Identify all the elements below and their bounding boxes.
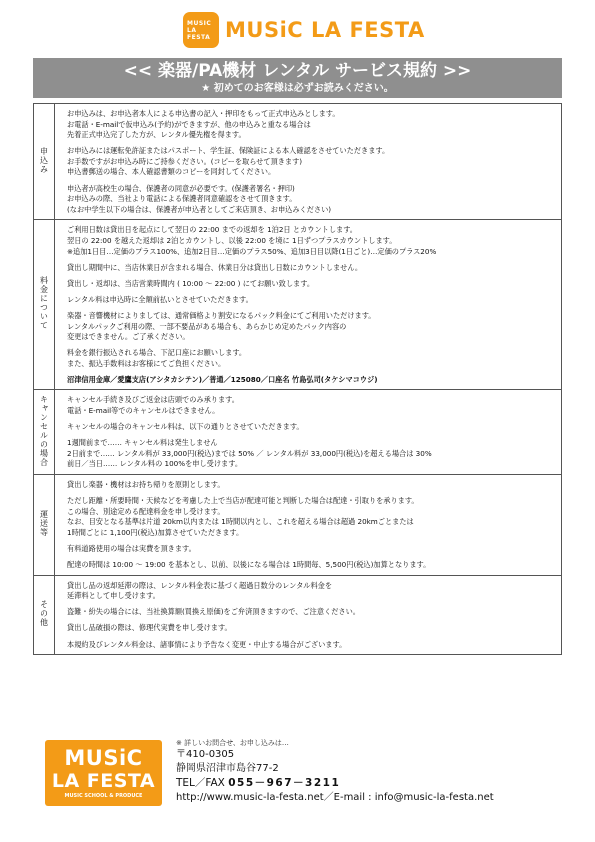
text-line: ご利用日数は貸出日を起点にして翌日の 22:00 までの返却を 1泊2日 とカウントします。 bbox=[67, 225, 357, 235]
paragraph bbox=[67, 480, 551, 491]
section-heading-cell bbox=[34, 475, 55, 576]
paragraph bbox=[67, 184, 551, 216]
text-line: お申込みは、お申込者本人による申込書の記入・押印をもって正式申込みとします。 bbox=[67, 109, 340, 118]
text-line: 沼津信用金庫／愛鷹支店(アシタカシテン)／普通／125080／口座名 竹島弘司(タケシマコウジ) bbox=[67, 374, 378, 384]
section-body bbox=[55, 575, 562, 654]
text-line: 延滞料として申し受けます。 bbox=[67, 591, 160, 601]
paragraph bbox=[67, 109, 551, 141]
text-line: お申込みの際、当社より電話による保護者同意確認をさせて頂きます。 bbox=[67, 194, 297, 204]
terms-section bbox=[34, 220, 562, 390]
paragraph bbox=[67, 560, 551, 571]
terms-section bbox=[34, 104, 562, 220]
text-line: 翌日の 22:00 を越えた返却は 2泊とカウントし、以後 22:00 を境に 1日ずつプラスカウントします。 bbox=[67, 235, 397, 245]
text-line: 貸出し期間中に、当店休業日が含まれる場合、休業日分は貸出し日数にカウントしません。 bbox=[67, 262, 363, 272]
text-line: キャンセル手続き及びご返金は店頭でのみ承ります。 bbox=[67, 395, 239, 405]
section-heading: 申込み bbox=[39, 146, 49, 174]
address: 静岡県沼津市島谷77-2 bbox=[176, 763, 279, 774]
postal-code: 〒410-0305 bbox=[176, 749, 235, 760]
section-heading-cell bbox=[34, 220, 55, 390]
paragraph bbox=[67, 348, 551, 369]
section-heading-cell bbox=[34, 390, 55, 475]
text-line: 盗難・紛失の場合には、当社換算額(買換え原価)をご弁済頂きますので、ご注意ください。 bbox=[67, 607, 360, 617]
text-line: キャンセルの場合のキャンセル料は、以下の通りとさせていただきます。 bbox=[67, 422, 304, 432]
text-line: (なお中学生以下の場合は、保護者が申込者としてご来店頂き、お申込みください) bbox=[67, 204, 332, 214]
paragraph bbox=[67, 375, 551, 386]
terms-table bbox=[33, 103, 562, 655]
section-heading-cell bbox=[34, 575, 55, 654]
text-line: なお、目安となる基準は片道 20km以内または 1時間以内とし、これを超える場合は超過 20kmごとまたは bbox=[67, 517, 414, 527]
contact-note: ※ 詳しいお問合せ、お申し込みは… bbox=[176, 739, 289, 747]
section-heading: 運送等 bbox=[39, 509, 49, 537]
text-line: 配達の時間は 10:00 ～ 19:00 を基本とし、以前、以後になる場合は 1時間毎、5,500円(税込)加算となります。 bbox=[67, 560, 431, 570]
section-body bbox=[55, 104, 562, 220]
section-heading-cell bbox=[34, 104, 55, 220]
paragraph bbox=[67, 279, 551, 290]
page-subtitle: ★ 初めてのお客様は必ずお読みください。 bbox=[201, 83, 394, 94]
text-line: 申込者が高校生の場合、保護者の同意が必要です。(保護者署名・押印) bbox=[67, 183, 295, 193]
terms-section bbox=[34, 475, 562, 576]
page-title: << 楽器/PA機材 レンタル サービス規約 >> bbox=[123, 61, 472, 81]
paragraph bbox=[67, 496, 551, 538]
phone-fax: TEL／FAX 055－967－3211 bbox=[176, 777, 341, 789]
text-line: 楽器・音響機材によりましては、通常価格より割安になるパック料金にてご利用いただけます。 bbox=[67, 310, 376, 320]
text-line: 電話・E-mail等でのキャンセルはできません。 bbox=[67, 406, 220, 416]
paragraph bbox=[67, 263, 551, 274]
text-line: 貸出し楽器・機材はお持ち帰りを原則とします。 bbox=[67, 480, 225, 490]
section-body bbox=[55, 475, 562, 576]
section-body bbox=[55, 220, 562, 390]
text-line: 2日前まで…… レンタル料が 33,000円(税込)までは 50% ／ レンタル料が 33,000円(税込)を超える場合は 30% bbox=[67, 448, 432, 458]
section-heading: 料金について bbox=[39, 276, 49, 331]
section-heading: キャンセルの場合 bbox=[39, 394, 49, 467]
text-line: この場合、別途定める配達料金を申し受けます。 bbox=[67, 506, 225, 516]
logo-mark: MUSIC LA FESTA bbox=[183, 12, 219, 48]
text-line: お申込みには運転免許証またはパスポート、学生証、保険証による本人確認をさせていただきます。 bbox=[67, 146, 390, 156]
text-line: 料金を銀行振込される場合、下記口座にお願いします。 bbox=[67, 348, 247, 358]
paragraph bbox=[67, 544, 551, 555]
text-line: レンタルパックご利用の際、一部不要品がある場合も、あらかじめ定めたパック内容の bbox=[67, 321, 347, 331]
terms-section bbox=[34, 575, 562, 654]
footer-logo: MUSiC LA FESTA MUSIC SCHOOL & PRODUCE bbox=[45, 740, 162, 806]
section-body bbox=[55, 390, 562, 475]
paragraph bbox=[67, 295, 551, 306]
paragraph bbox=[67, 640, 551, 651]
text-line: 前日／当日…… レンタル料の 100%を申し受けます。 bbox=[67, 459, 243, 469]
contact-block bbox=[176, 738, 566, 805]
text-line: 有料道路使用の場合は実費を頂きます。 bbox=[67, 544, 196, 553]
paragraph bbox=[67, 422, 551, 433]
terms-section bbox=[34, 390, 562, 475]
text-line: 本規約及びレンタル料金は、諸事情により予告なく変更・中止する場合がございます。 bbox=[67, 639, 347, 649]
text-line: 先着正式申込完了した方が、レンタル優先権を得ます。 bbox=[67, 130, 246, 140]
paragraph bbox=[67, 623, 551, 634]
text-line: 変更はできません。ご了承ください。 bbox=[67, 332, 190, 342]
text-line: 貸出し品破損の際は、修理代実費を申し受けます。 bbox=[67, 623, 232, 633]
paragraph bbox=[67, 225, 551, 257]
paragraph bbox=[67, 146, 551, 178]
logo-wordmark: MUSiC LA FESTA bbox=[225, 18, 425, 42]
text-line: レンタル料は申込時に全額前払いとさせていただきます。 bbox=[67, 294, 253, 304]
text-line: 貸出し・返却は、当店営業時間内 ( 10:00 ～ 22:00 ) にてお願い致します。 bbox=[67, 278, 315, 288]
text-line: 1時間ごとに 1,100円(税込)加算させていただきます。 bbox=[67, 527, 244, 537]
text-line: お電話・E-mailで仮申込み(予約)ができますが、他の申込みと重なる場合は bbox=[67, 119, 311, 129]
paragraph bbox=[67, 581, 551, 602]
paragraph bbox=[67, 395, 551, 416]
text-line: ※追加1日目…定価のプラス100%、追加2日目…定価のプラス50%、追加3日目以降(1日ごと)…定価のプラス20% bbox=[67, 246, 437, 256]
text-line: 申込書郵送の場合、本人確認書類のコピーを同封してください。 bbox=[67, 167, 276, 177]
text-line: ただし距離・所要時間・天候などを考慮した上で当店が配達可能と判断した場合は配達・引取りを承ります。 bbox=[67, 496, 419, 506]
section-heading: その他 bbox=[39, 599, 49, 627]
paragraph bbox=[67, 607, 551, 618]
text-line: また、振込手数料はお客様にてご負担ください。 bbox=[67, 358, 226, 368]
title-bar bbox=[33, 58, 562, 98]
text-line: お手数ですがお申込み時にご持参ください。(コピーを取らせて頂きます) bbox=[67, 156, 303, 166]
brand-logo bbox=[183, 12, 425, 48]
text-line: 貸出し品の返却延滞の際は、レンタル料金表に基づく超過日数分のレンタル料金を bbox=[67, 580, 333, 590]
web-email[interactable]: http://www.music-la-festa.net／E-mail : info@music-la-festa.net bbox=[176, 792, 494, 803]
paragraph bbox=[67, 311, 551, 343]
paragraph bbox=[67, 438, 551, 470]
text-line: 1週間前まで…… キャンセル料は発生しません bbox=[67, 438, 218, 448]
